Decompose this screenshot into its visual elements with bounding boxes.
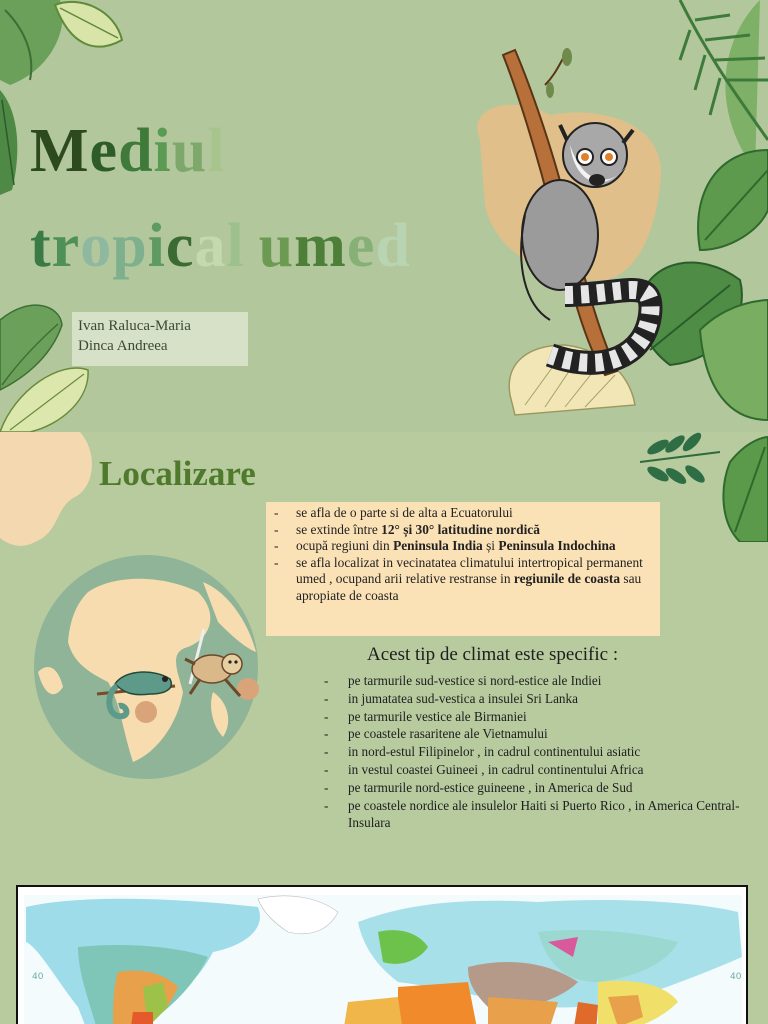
specific-item: - pe coastele rasaritene ale Vietnamului: [322, 725, 752, 743]
decorative-blob: [0, 432, 100, 552]
chameleon-illustration: [95, 664, 185, 726]
author-name: Dinca Andreea: [78, 338, 168, 354]
title-letter: i: [147, 212, 166, 280]
specific-item: - in jumatatea sud-vestica a insulei Sri Lanka: [322, 690, 752, 708]
localization-box: [266, 502, 660, 636]
title-letter: e: [346, 212, 376, 280]
content-slide: [0, 432, 768, 1024]
specific-item: - pe coastele nordice ale insulelor Haiti si Puerto Rico , in America Central-Insulara: [322, 797, 752, 833]
title-letter: u: [258, 212, 295, 280]
title-letter: u: [171, 117, 208, 185]
title-line-1: [30, 117, 226, 185]
specific-heading: Acest tip de climat este specific :: [367, 644, 619, 665]
title-letter: m: [294, 212, 347, 280]
map-lat-label-right: 40: [730, 972, 742, 982]
title-letter: d: [375, 212, 411, 280]
authors-box: [72, 312, 248, 366]
localization-item: - se afla localizat in vecinatatea climatului intertropical permanent umed , ocupand arii relative restranse in regiunile de coasta sau apropiate de coasta: [272, 555, 652, 605]
localization-item: - ocupă regiuni din Peninsula India și Peninsula Indochina: [272, 538, 652, 555]
title-letter: i: [153, 117, 172, 185]
title-letter: M: [30, 117, 90, 185]
title-slide: [0, 0, 768, 432]
specific-list: [322, 672, 752, 832]
title-letter: l: [207, 117, 226, 185]
world-climate-map: [16, 885, 748, 1024]
title-letter: o: [80, 212, 113, 280]
localization-list: [272, 505, 652, 605]
specific-item: - in vestul coastei Guineei , in cadrul continentului Africa: [322, 761, 752, 779]
title-letter: e: [89, 117, 119, 185]
title-letter: [245, 215, 259, 277]
specific-item: - in nord-estul Filipinelor , in cadrul continentului asiatic: [322, 743, 752, 761]
title-letter: d: [118, 117, 154, 185]
localization-item: - se afla de o parte si de alta a Ecuatorului: [272, 505, 652, 522]
title-letter: r: [51, 212, 81, 280]
lemur-illustration: [455, 45, 680, 425]
author-name: Ivan Raluca-Maria: [78, 318, 191, 334]
specific-item: - pe tarmurile sud-vestice si nord-estice ale Indiei: [322, 672, 752, 690]
sloth-illustration: [180, 624, 250, 704]
title-letter: p: [112, 212, 148, 280]
localization-item: - se extinde între 12° și 30° latitudine nordică: [272, 522, 652, 539]
title-letter: c: [165, 212, 195, 280]
section-title: Localizare: [99, 454, 256, 493]
map-lat-label-left: 40: [32, 972, 44, 982]
title-letter: l: [226, 212, 245, 280]
specific-item: - pe tarmurile vestice ale Birmaniei: [322, 708, 752, 726]
title-line-2: [30, 212, 411, 280]
title-letter: a: [194, 212, 227, 280]
title-letter: t: [30, 212, 52, 280]
specific-item: - pe tarmurile nord-estice guineene , in America de Sud: [322, 779, 752, 797]
